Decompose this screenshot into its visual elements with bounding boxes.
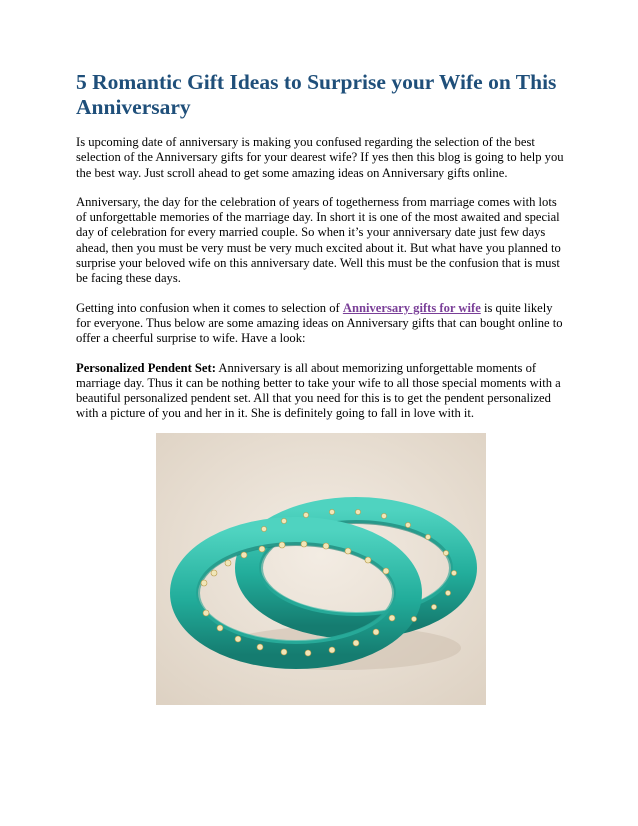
anniversary-paragraph: Anniversary, the day for the celebration of years of togetherness from marriage comes with lots of unforgettable memories of the marriage day. In short it is one of the most awaited and special day of celebration for every married couple. So when it’s your anniversary date just few days ahead, then you must be very must be very much excited about it. But what have you planned to surprise your beloved wife on this anniversary date. Well this must be the confusion that is must be facing these days. — [76, 194, 561, 286]
gift-selection-paragraph — [76, 301, 566, 347]
anniversary-gifts-for-wife-link[interactable]: Anniversary gifts for wife — [342, 300, 481, 315]
gift-selection-text-after: is quite likely for everyone. Thus below are some amazing ideas on Anniversary gifts that can bought online to offer a cheerful surprise to wife. Have a look: — [76, 300, 563, 346]
pendent-set-paragraph — [76, 361, 566, 422]
page-title: 5 Romantic Gift Ideas to Surprise your Wife on This Anniversary — [76, 70, 557, 119]
bangles-photo — [156, 433, 486, 705]
intro-paragraph: Is upcoming date of anniversary is making you confused regarding the selection of the best selection of the Anniversary gifts for your dearest wife? If yes then this blog is going to help you the best way. Just scroll ahead to get some amazing ideas on Anniversary gifts online. — [76, 135, 564, 180]
bangles-illustration — [156, 433, 486, 705]
pendent-set-heading: Personalized Pendent Set: — [76, 360, 216, 375]
article — [76, 70, 566, 422]
pendent-set-body: Anniversary is all about memorizing unforgettable moments of marriage day. Thus it can be nothing better to take your wife to all those special moments with a beautiful personalized pendent set. All that you need for this is to get the pendent personalized with a picture of you and her in it. She is definitely going to fall in love with it. — [76, 360, 561, 421]
gift-selection-text-before: Getting into confusion when it comes to selection of — [76, 300, 343, 315]
